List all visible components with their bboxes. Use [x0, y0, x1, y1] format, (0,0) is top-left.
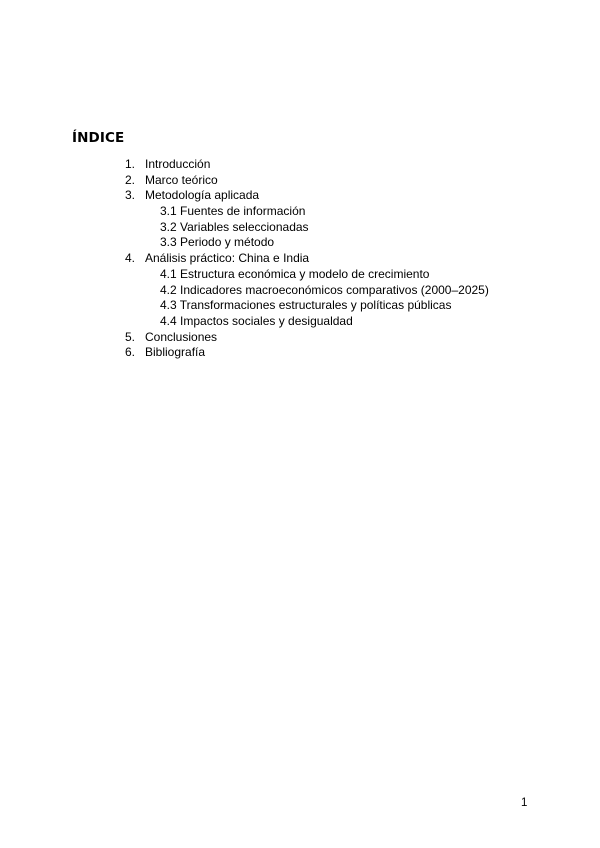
toc-item-label: Bibliografía [145, 345, 206, 360]
toc-subitem-label: 3.3 Periodo y método [160, 235, 275, 250]
toc-subitem-label: 4.4 Impactos sociales y desigualdad [160, 313, 353, 328]
toc-subitem-fuentes [0, 204, 600, 220]
toc-item-introduccion [0, 157, 600, 173]
toc-item-marco-teorico [0, 173, 600, 189]
toc-subitem-impactos [0, 314, 600, 330]
toc-item-analisis [0, 251, 600, 267]
toc-subitem-transformaciones [0, 298, 600, 314]
index-title: ÍNDICE [72, 130, 125, 146]
toc-subitem-indicadores [0, 283, 600, 299]
toc-subitem-label: 4.3 Transformaciones estructurales y políticas públicas [160, 298, 452, 313]
toc-subitem-label: 3.2 Variables seleccionadas [160, 219, 309, 234]
toc-item-number: 2. [125, 172, 136, 187]
toc-item-number: 4. [125, 251, 136, 266]
toc-subitem-variables [0, 220, 600, 236]
toc-item-number: 3. [125, 188, 136, 203]
toc-subitem-periodo [0, 235, 600, 251]
toc-item-number: 5. [125, 329, 136, 344]
page-number: 1 [521, 797, 528, 809]
toc-subitem-label: 3.1 Fuentes de información [160, 204, 306, 219]
toc-item-number: 6. [125, 345, 136, 360]
toc-item-conclusiones [0, 330, 600, 346]
toc-item-number: 1. [125, 157, 136, 171]
table-of-contents [0, 157, 600, 361]
toc-subitem-label: 4.2 Indicadores macroeconómicos comparativos (2000–2025) [160, 282, 489, 297]
toc-subitem-estructura [0, 267, 600, 283]
toc-item-label: Metodología aplicada [145, 188, 260, 203]
toc-item-label: Introducción [145, 157, 211, 171]
toc-item-label: Análisis práctico: China e India [145, 251, 310, 266]
toc-item-label: Conclusiones [145, 329, 218, 344]
toc-item-label: Marco teórico [145, 172, 218, 187]
toc-subitem-label: 4.1 Estructura económica y modelo de crecimiento [160, 266, 430, 281]
toc-item-metodologia [0, 188, 600, 204]
toc-item-bibliografia [0, 345, 600, 361]
